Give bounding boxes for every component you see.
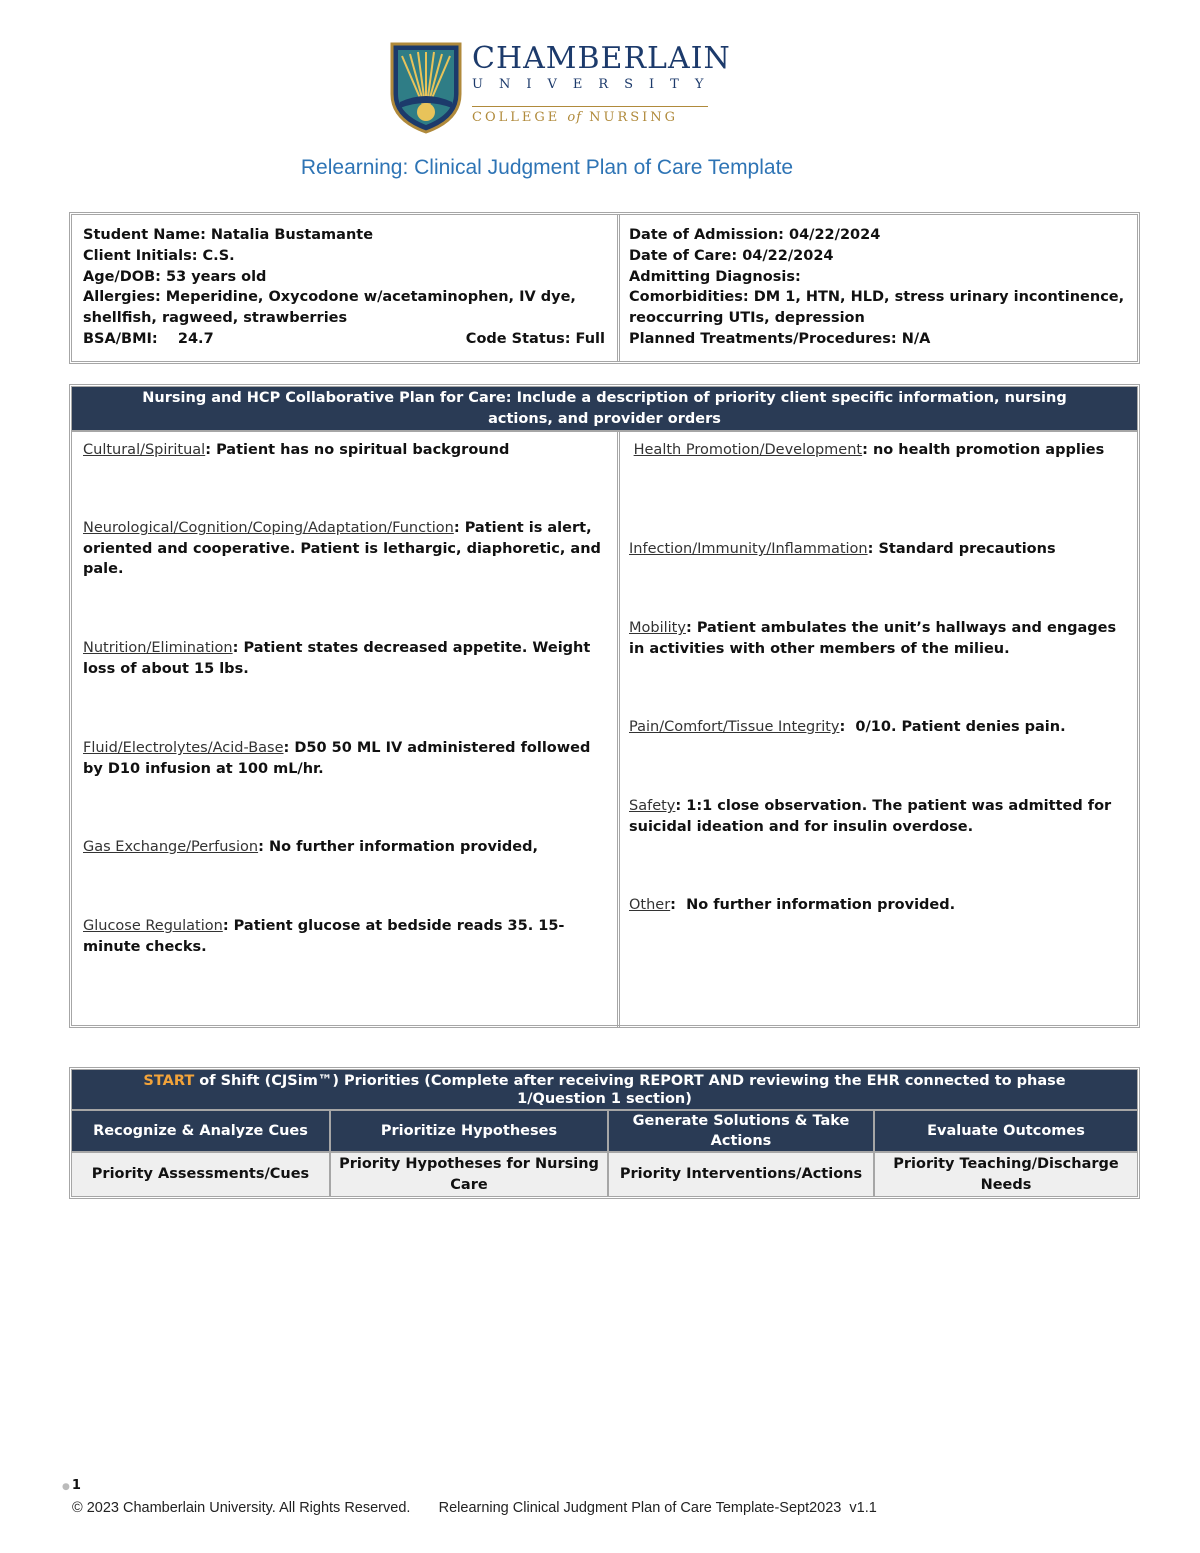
logo-line-2: UNIVERSITY [472,77,720,92]
header-evaluate-outcomes: Evaluate Outcomes [875,1109,1137,1151]
entry-mobility: Mobility: Patient ambulates the unit’s hallways and engages in activities with other members of the milieu. [629,620,1117,657]
student-name: Student Name: Natalia Bustamante [83,227,374,243]
client-info-left [72,215,620,361]
nursing-left-column [72,432,620,1027]
entry-gas-exchange: Gas Exchange/Perfusion: No further information provided, [83,839,539,855]
date-of-admission: Date of Admission: 04/22/2024 [629,227,881,243]
entry-nutrition: Nutrition/Elimination: Patient states decreased appetite. Weight loss of about 15 lbs. [83,640,591,677]
entry-other: Other: No further information provided. [629,897,956,913]
age-dob: Age/DOB: 53 years old [83,268,267,285]
entry-health-promotion: Health Promotion/Development: no health promotion applies [633,442,1105,458]
bsa-code-row [83,329,605,350]
shift-subheader-row [72,1151,1137,1196]
entry-fluid-electrolytes: Fluid/Electrolytes/Acid-Base: D50 50 ML IV administered followed by D10 infusion at 100 mL/hr. [83,740,591,777]
client-initials: Client Initials: C.S. [83,247,235,264]
nursing-plan-table [69,384,1140,1028]
admitting-diagnosis: Admitting Diagnosis: [629,268,801,285]
bsa-bmi: BSA/BMI: 24.7 [83,330,214,347]
page-number: ● 1 [62,1478,81,1493]
subheader-assessments: Priority Assessments/Cues [72,1151,331,1196]
entry-cultural-spiritual: Cultural/Spiritual: Patient has no spiritual background [83,442,510,458]
start-of-shift-table [69,1067,1140,1199]
header-recognize-cues: Recognize & Analyze Cues [72,1109,331,1151]
client-info-right [620,215,1137,361]
logo-line-1: CHAMBERLAIN [472,41,731,76]
code-status: Code Status: Full [465,330,605,347]
date-of-care: Date of Care: 04/22/2024 [629,247,834,264]
footer: © 2023 Chamberlain University. All Rights Reserved. Relearning Clinical Judgment Plan of Care Template-Sept2023 v1.1 [72,1500,877,1516]
logo-line-3: COLLEGE of NURSING [472,106,708,127]
allergies: Allergies: Meperidine, Oxycodone w/acetaminophen, IV dye, shellfish, ragweed, strawberries [83,289,576,327]
nursing-plan-body [72,430,1137,1027]
subheader-interventions: Priority Interventions/Actions [609,1151,875,1196]
client-info-table [69,212,1140,364]
comorbidities: Comorbidities: DM 1, HTN, HLD, stress urinary incontinence, reoccurring UTIs, depression [629,289,1125,327]
entry-glucose-regulation: Glucose Regulation: Patient glucose at bedside reads 35. 15-minute checks. [83,918,565,955]
logo-wordmark [472,42,731,127]
entry-infection: Infection/Immunity/Inflammation: Standard precautions [629,541,1056,557]
nursing-plan-header: Nursing and HCP Collaborative Plan for Care: Include a description of priority client specific information, nursing actions, and provider orders [72,387,1137,430]
page-title: Relearning: Clinical Judgment Plan of Care Template [300,156,794,179]
entry-safety: Safety: 1:1 close observation. The patient was admitted for suicidal ideation and for insulin overdose. [629,798,1112,835]
shield-logo-icon [390,42,462,134]
entry-neurological: Neurological/Cognition/Coping/Adaptation/Function: Patient is alert, oriented and cooperative. Patient is lethargic, diaphoretic, and pale. [83,520,601,578]
planned-treatments: Planned Treatments/Procedures: N/A [629,330,931,347]
chamberlain-logo [390,41,731,137]
nursing-right-column [620,432,1137,1027]
subheader-hypotheses: Priority Hypotheses for Nursing Care [331,1151,609,1196]
header-generate-solutions: Generate Solutions & Take Actions [609,1109,875,1151]
shift-table-title: START of Shift (CJSim™) Priorities (Complete after receiving REPORT AND reviewing the EHR connected to phase 1/Question 1 section) [72,1070,1137,1109]
header-prioritize-hypotheses: Prioritize Hypotheses [331,1109,609,1151]
subheader-teaching: Priority Teaching/Discharge Needs [875,1151,1137,1196]
entry-pain-comfort: Pain/Comfort/Tissue Integrity: 0/10. Patient denies pain. [629,719,1066,735]
shift-header-row [72,1109,1137,1151]
